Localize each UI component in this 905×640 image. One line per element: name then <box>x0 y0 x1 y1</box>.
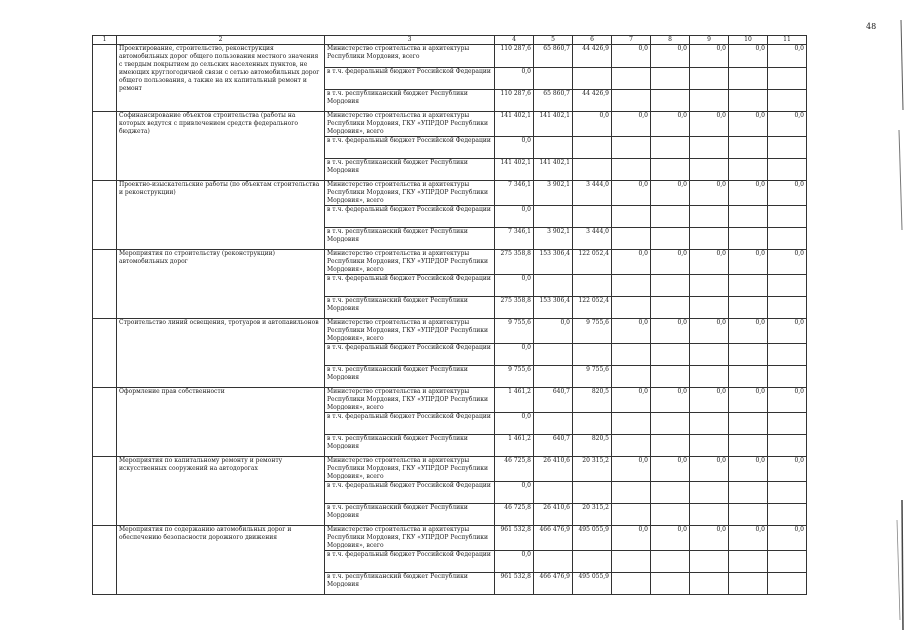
scan-edge-noise <box>891 0 905 640</box>
amount-cell <box>612 275 651 297</box>
measure-name-cell: Софинансирование объектов строительства (работы на которых ведутся с привлечением средств федерального бюджета) <box>117 112 325 181</box>
amount-cell: 0,0 <box>651 112 690 137</box>
header-cell: 3 <box>325 36 495 45</box>
measure-name-cell: Мероприятия по содержанию автомобильных дорог и обеспечению безопасности дорожного движения <box>117 526 325 595</box>
amount-cell <box>534 68 573 90</box>
amount-cell <box>573 551 612 573</box>
table-row <box>93 457 807 482</box>
amount-cell: 26 410,6 <box>534 504 573 526</box>
amount-cell: 0,0 <box>612 457 651 482</box>
amount-cell: 0,0 <box>729 181 768 206</box>
amount-cell: 0,0 <box>768 457 807 482</box>
amount-cell: 0,0 <box>534 319 573 344</box>
amount-cell <box>651 435 690 457</box>
amount-cell <box>612 297 651 319</box>
amount-cell: 3 444,0 <box>573 228 612 250</box>
amount-cell: 0,0 <box>612 112 651 137</box>
amount-cell: 153 306,4 <box>534 297 573 319</box>
measure-name-cell: Мероприятия по капитальному ремонту и ремонту искусственных сооружений на автодорогах <box>117 457 325 526</box>
amount-cell <box>690 275 729 297</box>
funding-source-cell: в т.ч. федеральный бюджет Российской Федерации <box>325 275 495 297</box>
amount-cell: 820,5 <box>573 435 612 457</box>
amount-cell: 0,0 <box>495 275 534 297</box>
amount-cell: 0,0 <box>651 250 690 275</box>
amount-cell: 7 346,1 <box>495 181 534 206</box>
amount-cell: 0,0 <box>768 526 807 551</box>
funding-source-cell: в т.ч. республиканский бюджет Республики Мордовия <box>325 159 495 181</box>
amount-cell: 122 052,4 <box>573 297 612 319</box>
amount-cell: 0,0 <box>768 250 807 275</box>
table-row <box>93 112 807 137</box>
table-row <box>93 181 807 206</box>
amount-cell: 0,0 <box>690 250 729 275</box>
amount-cell <box>768 413 807 435</box>
amount-cell: 3 902,1 <box>534 181 573 206</box>
amount-cell <box>768 68 807 90</box>
amount-cell: 0,0 <box>690 319 729 344</box>
amount-cell <box>612 228 651 250</box>
amount-cell <box>729 275 768 297</box>
amount-cell <box>612 159 651 181</box>
amount-cell: 9 755,6 <box>573 366 612 388</box>
amount-cell <box>729 206 768 228</box>
amount-cell <box>612 137 651 159</box>
amount-cell <box>612 344 651 366</box>
funding-source-cell: в т.ч. федеральный бюджет Российской Федерации <box>325 344 495 366</box>
amount-cell <box>651 297 690 319</box>
amount-cell <box>690 482 729 504</box>
amount-cell <box>768 90 807 112</box>
amount-cell: 0,0 <box>495 413 534 435</box>
amount-cell: 0,0 <box>729 388 768 413</box>
measure-name-cell: Проектно-изыскательские работы (по объектам строительства и реконструкции) <box>117 181 325 250</box>
amount-cell: 122 052,4 <box>573 250 612 275</box>
amount-cell <box>690 435 729 457</box>
amount-cell <box>651 137 690 159</box>
amount-cell <box>768 137 807 159</box>
table-row <box>93 388 807 413</box>
amount-cell <box>690 297 729 319</box>
amount-cell: 0,0 <box>612 181 651 206</box>
amount-cell <box>729 297 768 319</box>
amount-cell <box>729 413 768 435</box>
row-index-cell <box>93 45 117 112</box>
amount-cell: 0,0 <box>768 112 807 137</box>
amount-cell: 495 055,9 <box>573 526 612 551</box>
amount-cell: 0,0 <box>690 526 729 551</box>
amount-cell <box>768 228 807 250</box>
measure-name-cell: Мероприятия по строительству (реконструкции) автомобильных дорог <box>117 250 325 319</box>
amount-cell: 0,0 <box>651 45 690 68</box>
amount-cell <box>651 228 690 250</box>
table-row <box>93 526 807 551</box>
amount-cell: 0,0 <box>495 68 534 90</box>
row-index-cell <box>93 319 117 388</box>
amount-cell: 0,0 <box>729 45 768 68</box>
amount-cell <box>534 413 573 435</box>
header-cell: 1 <box>93 36 117 45</box>
amount-cell <box>612 435 651 457</box>
amount-cell <box>729 68 768 90</box>
amount-cell: 0,0 <box>729 319 768 344</box>
amount-cell: 0,0 <box>729 250 768 275</box>
funding-source-cell: в т.ч. республиканский бюджет Республики Мордовия <box>325 573 495 595</box>
amount-cell <box>690 206 729 228</box>
amount-cell <box>573 206 612 228</box>
header-cell: 9 <box>690 36 729 45</box>
amount-cell: 961 532,8 <box>495 526 534 551</box>
amount-cell <box>768 435 807 457</box>
amount-cell <box>729 551 768 573</box>
amount-cell: 20 315,2 <box>573 457 612 482</box>
amount-cell: 141 402,1 <box>534 112 573 137</box>
amount-cell: 65 860,7 <box>534 45 573 68</box>
amount-cell <box>534 206 573 228</box>
amount-cell <box>573 68 612 90</box>
amount-cell: 0,0 <box>495 551 534 573</box>
amount-cell <box>651 366 690 388</box>
amount-cell <box>690 504 729 526</box>
amount-cell: 9 755,6 <box>573 319 612 344</box>
header-cell: 4 <box>495 36 534 45</box>
row-index-cell <box>93 526 117 595</box>
table-row <box>93 250 807 275</box>
amount-cell: 9 755,6 <box>495 366 534 388</box>
amount-cell <box>729 344 768 366</box>
amount-cell: 0,0 <box>495 206 534 228</box>
amount-cell <box>612 366 651 388</box>
measure-name-cell: Оформление прав собственности <box>117 388 325 457</box>
amount-cell <box>534 344 573 366</box>
amount-cell <box>651 482 690 504</box>
funding-source-cell: Министерство строительства и архитектуры Республики Мордовия, ГКУ «УПРДОР Республики Мордовия», всего <box>325 112 495 137</box>
amount-cell: 0,0 <box>495 344 534 366</box>
amount-cell: 141 402,1 <box>495 112 534 137</box>
amount-cell: 65 860,7 <box>534 90 573 112</box>
amount-cell: 26 410,6 <box>534 457 573 482</box>
amount-cell <box>690 344 729 366</box>
funding-source-cell: Министерство строительства и архитектуры Республики Мордовия, ГКУ «УПРДОР Республики Мордовия», всего <box>325 388 495 413</box>
amount-cell: 46 725,8 <box>495 457 534 482</box>
amount-cell <box>690 137 729 159</box>
amount-cell <box>534 275 573 297</box>
amount-cell <box>612 90 651 112</box>
funding-source-cell: Министерство строительства и архитектуры Республики Мордовия, всего <box>325 45 495 68</box>
amount-cell: 275 358,8 <box>495 297 534 319</box>
amount-cell: 0,0 <box>651 388 690 413</box>
amount-cell <box>729 90 768 112</box>
amount-cell <box>651 573 690 595</box>
amount-cell: 466 476,9 <box>534 573 573 595</box>
amount-cell <box>612 206 651 228</box>
measure-name-cell: Строительство линий освещения, тротуаров и автопавильонов <box>117 319 325 388</box>
funding-source-cell: Министерство строительства и архитектуры Республики Мордовия, ГКУ «УПРДОР Республики Мордовия», всего <box>325 526 495 551</box>
amount-cell <box>651 504 690 526</box>
amount-cell <box>768 366 807 388</box>
budget-table <box>92 35 807 595</box>
amount-cell <box>573 482 612 504</box>
amount-cell <box>768 159 807 181</box>
table-row <box>93 319 807 344</box>
funding-source-cell: в т.ч. республиканский бюджет Республики Мордовия <box>325 366 495 388</box>
amount-cell: 0,0 <box>768 388 807 413</box>
row-index-cell <box>93 457 117 526</box>
amount-cell <box>690 413 729 435</box>
funding-source-cell: в т.ч. федеральный бюджет Российской Федерации <box>325 137 495 159</box>
amount-cell <box>651 206 690 228</box>
amount-cell: 466 476,9 <box>534 526 573 551</box>
amount-cell <box>768 275 807 297</box>
funding-source-cell: в т.ч. федеральный бюджет Российской Федерации <box>325 413 495 435</box>
amount-cell: 0,0 <box>651 319 690 344</box>
amount-cell: 0,0 <box>495 137 534 159</box>
amount-cell: 141 402,1 <box>495 159 534 181</box>
amount-cell: 0,0 <box>768 181 807 206</box>
amount-cell <box>573 159 612 181</box>
header-cell: 11 <box>768 36 807 45</box>
amount-cell: 0,0 <box>651 181 690 206</box>
amount-cell: 961 532,8 <box>495 573 534 595</box>
amount-cell: 0,0 <box>612 319 651 344</box>
amount-cell <box>534 366 573 388</box>
header-cell: 7 <box>612 36 651 45</box>
amount-cell: 0,0 <box>651 457 690 482</box>
funding-source-cell: в т.ч. федеральный бюджет Российской Федерации <box>325 551 495 573</box>
amount-cell: 3 902,1 <box>534 228 573 250</box>
amount-cell: 0,0 <box>768 319 807 344</box>
amount-cell: 0,0 <box>690 388 729 413</box>
amount-cell <box>612 413 651 435</box>
funding-source-cell: в т.ч. федеральный бюджет Российской Федерации <box>325 68 495 90</box>
amount-cell: 0,0 <box>729 112 768 137</box>
amount-cell: 110 287,6 <box>495 45 534 68</box>
amount-cell <box>768 551 807 573</box>
amount-cell: 7 346,1 <box>495 228 534 250</box>
amount-cell <box>651 90 690 112</box>
amount-cell <box>690 551 729 573</box>
amount-cell: 0,0 <box>612 45 651 68</box>
header-cell: 2 <box>117 36 325 45</box>
funding-source-cell: в т.ч. республиканский бюджет Республики Мордовия <box>325 228 495 250</box>
funding-source-cell: Министерство строительства и архитектуры Республики Мордовия, ГКУ «УПРДОР Республики Мордовия», всего <box>325 319 495 344</box>
amount-cell <box>573 275 612 297</box>
amount-cell: 3 444,0 <box>573 181 612 206</box>
amount-cell <box>651 275 690 297</box>
amount-cell: 495 055,9 <box>573 573 612 595</box>
amount-cell <box>690 159 729 181</box>
amount-cell <box>729 159 768 181</box>
funding-source-cell: в т.ч. республиканский бюджет Республики Мордовия <box>325 504 495 526</box>
amount-cell: 0,0 <box>573 112 612 137</box>
amount-cell: 141 402,1 <box>534 159 573 181</box>
amount-cell <box>729 228 768 250</box>
amount-cell <box>729 573 768 595</box>
header-cell: 10 <box>729 36 768 45</box>
amount-cell: 0,0 <box>612 388 651 413</box>
funding-source-cell: в т.ч. федеральный бюджет Российской Федерации <box>325 206 495 228</box>
amount-cell <box>768 573 807 595</box>
amount-cell <box>573 344 612 366</box>
amount-cell <box>768 206 807 228</box>
amount-cell: 46 725,8 <box>495 504 534 526</box>
amount-cell <box>768 344 807 366</box>
row-index-cell <box>93 181 117 250</box>
header-cell: 6 <box>573 36 612 45</box>
amount-cell: 0,0 <box>690 112 729 137</box>
amount-cell <box>690 573 729 595</box>
amount-cell <box>573 413 612 435</box>
amount-cell: 0,0 <box>690 457 729 482</box>
amount-cell <box>729 137 768 159</box>
funding-source-cell: в т.ч. федеральный бюджет Российской Федерации <box>325 482 495 504</box>
funding-source-cell: Министерство строительства и архитектуры Республики Мордовия, ГКУ «УПРДОР Республики Мордовия», всего <box>325 457 495 482</box>
amount-cell <box>729 366 768 388</box>
amount-cell <box>768 504 807 526</box>
amount-cell <box>690 68 729 90</box>
header-cell: 5 <box>534 36 573 45</box>
amount-cell <box>651 551 690 573</box>
funding-source-cell: Министерство строительства и архитектуры Республики Мордовия, ГКУ «УПРДОР Республики Мордовия», всего <box>325 181 495 206</box>
amount-cell: 640,7 <box>534 388 573 413</box>
row-index-cell <box>93 112 117 181</box>
amount-cell: 0,0 <box>612 250 651 275</box>
amount-cell: 0,0 <box>495 482 534 504</box>
amount-cell: 44 426,9 <box>573 90 612 112</box>
amount-cell: 275 358,8 <box>495 250 534 275</box>
funding-source-cell: в т.ч. республиканский бюджет Республики Мордовия <box>325 435 495 457</box>
amount-cell: 820,5 <box>573 388 612 413</box>
amount-cell: 1 461,2 <box>495 435 534 457</box>
amount-cell: 9 755,6 <box>495 319 534 344</box>
funding-source-cell: в т.ч. республиканский бюджет Республики Мордовия <box>325 90 495 112</box>
amount-cell <box>651 159 690 181</box>
funding-source-cell: в т.ч. республиканский бюджет Республики Мордовия <box>325 297 495 319</box>
amount-cell: 44 426,9 <box>573 45 612 68</box>
amount-cell: 0,0 <box>690 45 729 68</box>
amount-cell <box>534 137 573 159</box>
amount-cell <box>768 482 807 504</box>
amount-cell: 0,0 <box>729 457 768 482</box>
amount-cell: 0,0 <box>612 526 651 551</box>
amount-cell <box>690 366 729 388</box>
amount-cell <box>612 573 651 595</box>
row-index-cell <box>93 250 117 319</box>
amount-cell <box>729 435 768 457</box>
amount-cell <box>612 68 651 90</box>
amount-cell <box>534 551 573 573</box>
measure-name-cell: Проектирование, строительство, реконструкция автомобильных дорог общего пользования местного значения с твердым покрытием до сельских населенных пунктов, не имеющих круглогодичной связи с сетью автомобильных дорог общего пользования, а также на их капитальный ремонт и ремонт <box>117 45 325 112</box>
header-row <box>93 36 807 45</box>
amount-cell <box>573 137 612 159</box>
amount-cell: 20 315,2 <box>573 504 612 526</box>
amount-cell: 1 461,2 <box>495 388 534 413</box>
amount-cell <box>612 504 651 526</box>
amount-cell: 640,7 <box>534 435 573 457</box>
amount-cell: 0,0 <box>651 526 690 551</box>
amount-cell <box>534 482 573 504</box>
amount-cell <box>612 551 651 573</box>
amount-cell: 153 306,4 <box>534 250 573 275</box>
table-row <box>93 45 807 68</box>
amount-cell: 0,0 <box>690 181 729 206</box>
amount-cell <box>690 228 729 250</box>
funding-source-cell: Министерство строительства и архитектуры Республики Мордовия, ГКУ «УПРДОР Республики Мордовия», всего <box>325 250 495 275</box>
amount-cell: 0,0 <box>729 526 768 551</box>
amount-cell <box>768 297 807 319</box>
amount-cell <box>612 482 651 504</box>
amount-cell <box>690 90 729 112</box>
amount-cell <box>651 344 690 366</box>
amount-cell: 110 287,6 <box>495 90 534 112</box>
header-cell: 8 <box>651 36 690 45</box>
amount-cell <box>651 413 690 435</box>
amount-cell <box>651 68 690 90</box>
amount-cell: 0,0 <box>768 45 807 68</box>
row-index-cell <box>93 388 117 457</box>
page-number: 48 <box>866 22 877 31</box>
amount-cell <box>729 482 768 504</box>
amount-cell <box>729 504 768 526</box>
